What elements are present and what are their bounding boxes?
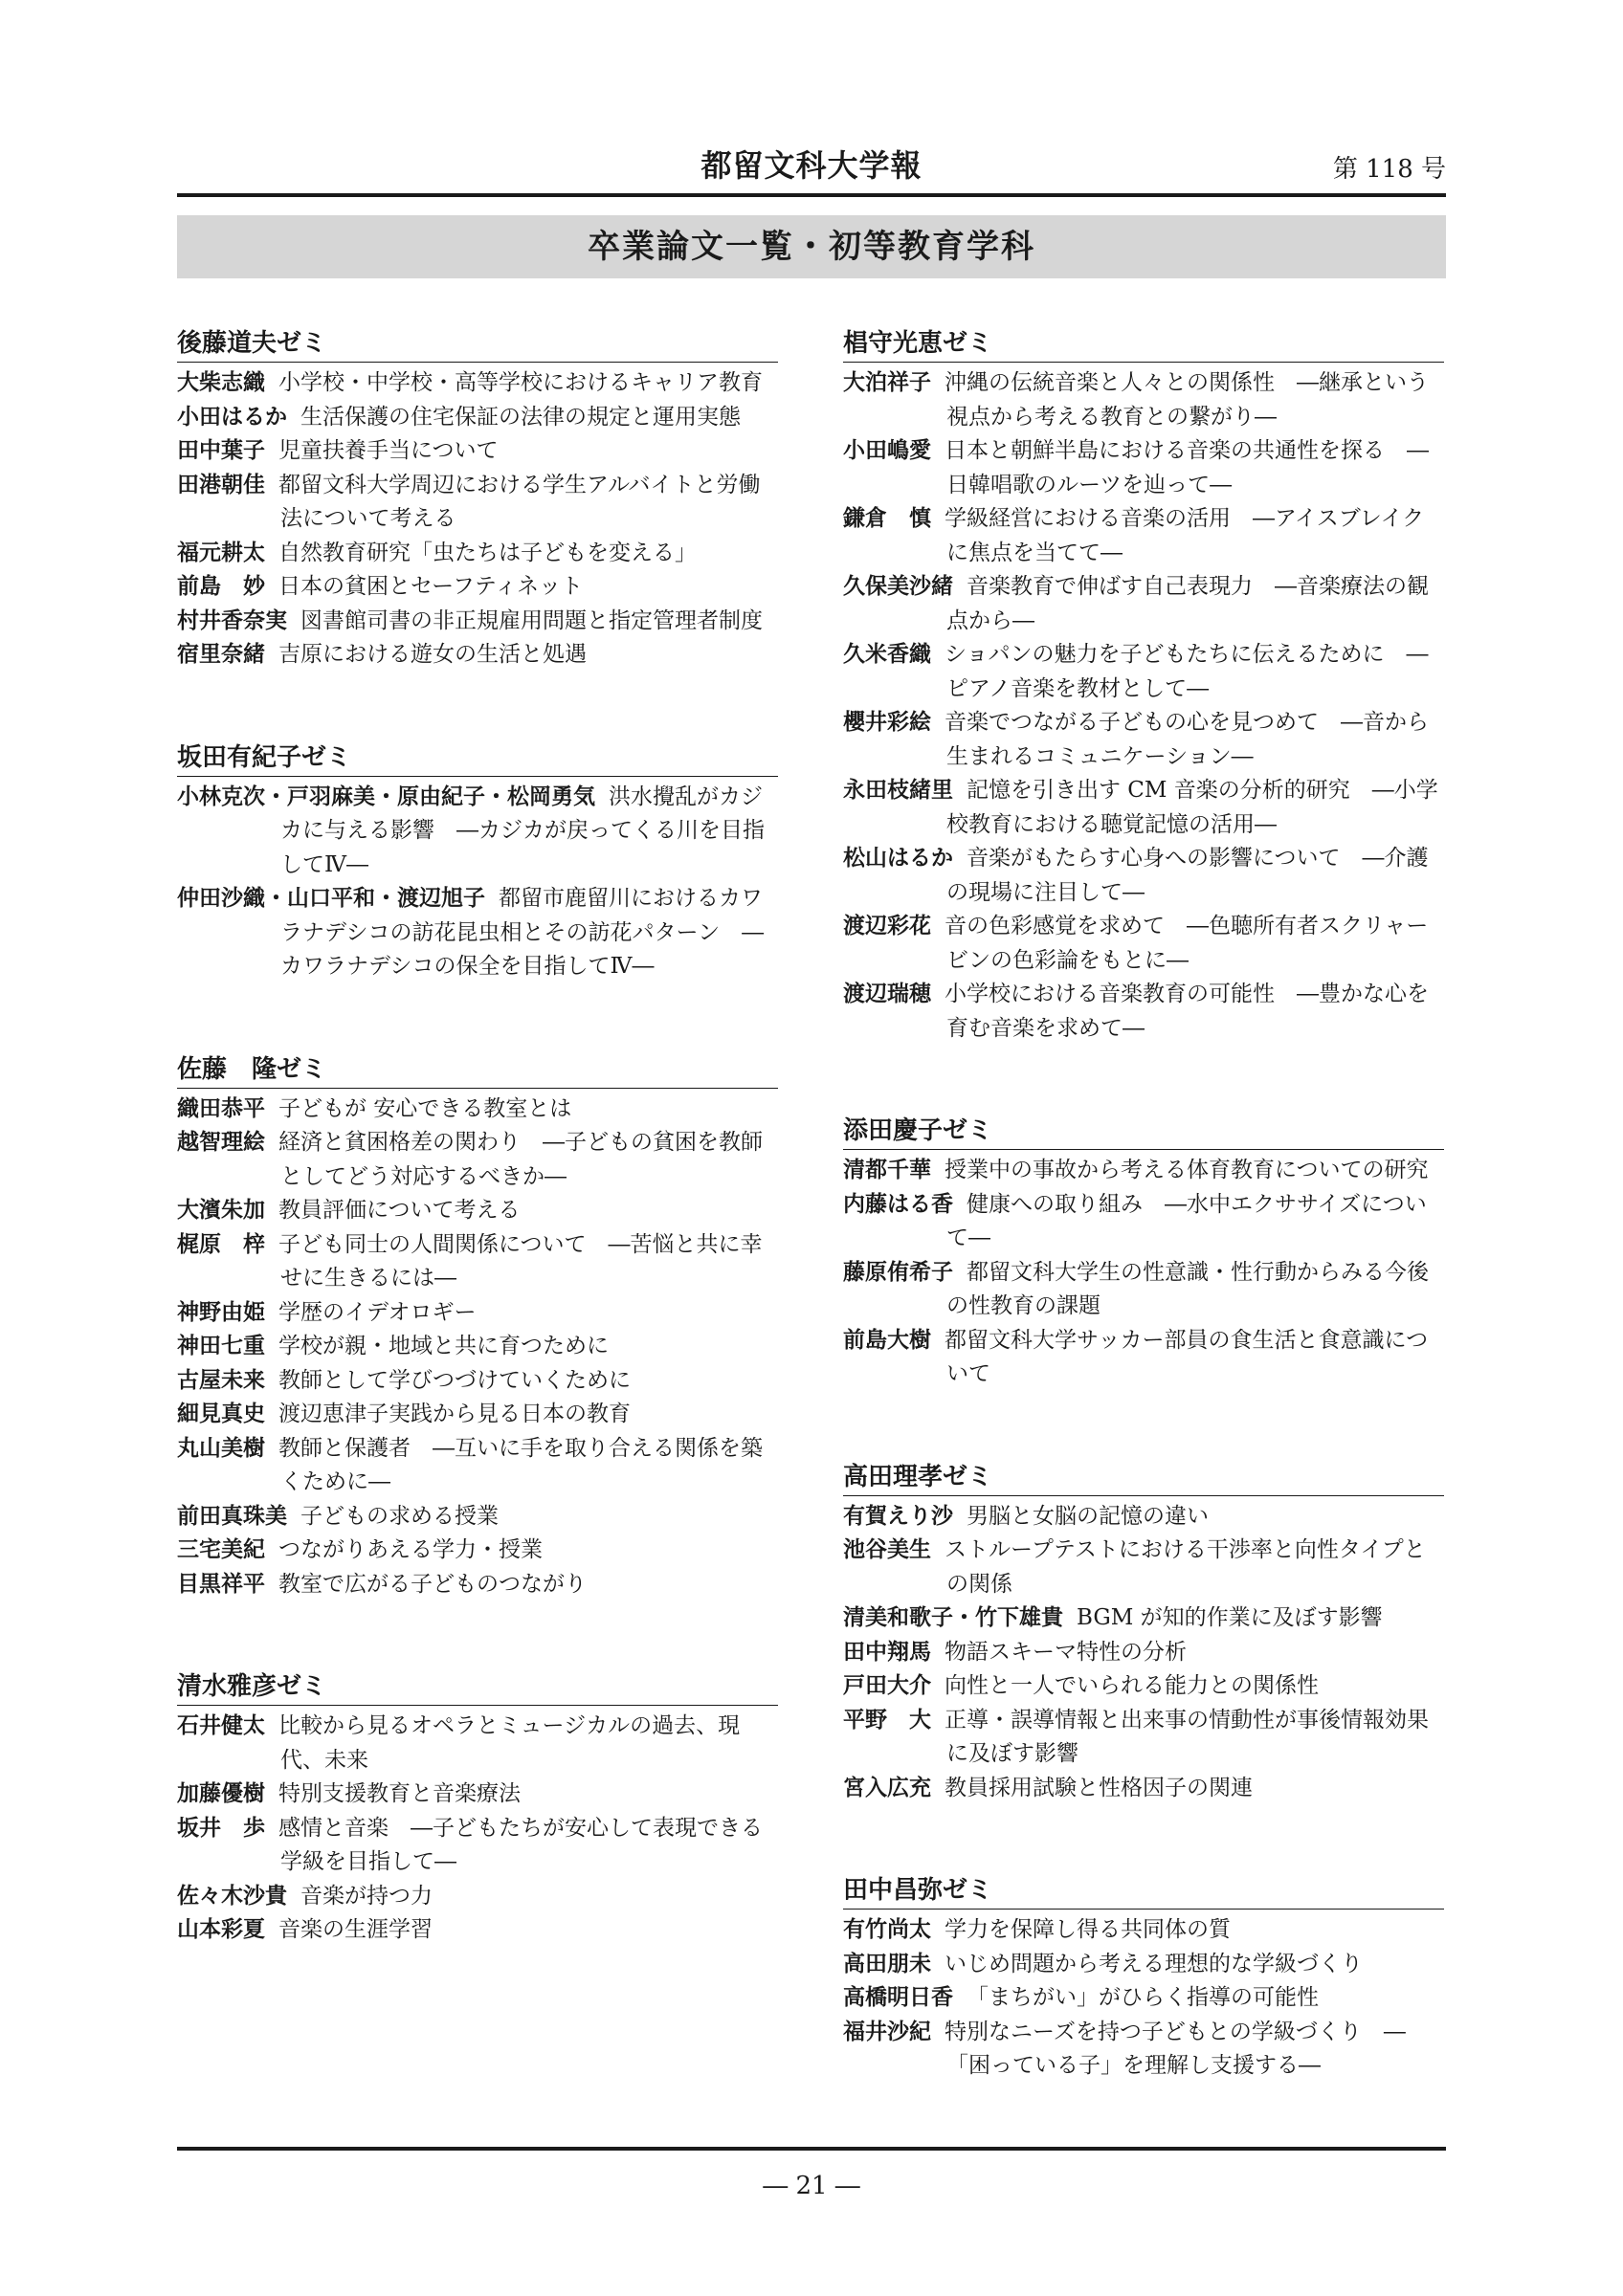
- thesis-entry: [177, 1432, 778, 1500]
- thesis-title: 子ども同士の人間関係について ―苦悩と共に幸せに生きるには―: [278, 1231, 763, 1291]
- seminar-title: 佐藤 隆ゼミ: [177, 1053, 778, 1089]
- section-title-banner: 卒業論文一覧・初等教育学科: [177, 215, 1446, 278]
- thesis-entry: [843, 570, 1444, 638]
- thesis-title: 特別なニーズを持つ子どもとの学級づくり ―「困っている子」を理解し支援する―: [945, 2019, 1406, 2078]
- student-name: 三宅美紀: [177, 1537, 265, 1562]
- thesis-entry: [177, 1296, 778, 1331]
- student-name: 大柴志織: [177, 370, 265, 395]
- student-name: 福元耕太: [177, 540, 265, 565]
- thesis-entry: [177, 366, 778, 401]
- thesis-title: 教師として学びつづけていくために: [278, 1367, 631, 1393]
- thesis-entry: [843, 1256, 1444, 1324]
- student-name: 小田はるか: [177, 404, 287, 430]
- thesis-title: 健康への取り組み ―水中エクササイズについて―: [946, 1191, 1427, 1250]
- seminar-title: 後藤道夫ゼミ: [177, 327, 778, 363]
- thesis-entry: [843, 1500, 1444, 1534]
- student-name: 仲田沙織・山口平和・渡辺旭子: [177, 886, 485, 911]
- thesis-title: 渡辺恵津子実践から見る日本の教育: [278, 1402, 631, 1426]
- thesis-title: 都留文科大学生の性意識・性行動からみる今後の性教育の課題: [946, 1259, 1429, 1318]
- thesis-entry: [177, 781, 778, 883]
- thesis-title: 学歴のイデオロギー: [278, 1299, 477, 1325]
- thesis-title: 都留市鹿留川におけるカワラナデシコの訪花昆虫相とその訪花パターン ―カワラナデシコの保全を目指してⅣ―: [280, 886, 765, 979]
- student-name: 有竹尚太: [843, 1917, 931, 1942]
- thesis-entry: [177, 882, 778, 984]
- thesis-title: いじめ問題から考える理想的な学級づくり: [945, 1951, 1363, 1976]
- thesis-entry: [177, 570, 778, 605]
- student-name: 平野 大: [843, 1707, 931, 1733]
- student-name: 山本彩夏: [177, 1917, 265, 1942]
- seminar-title: 椙守光恵ゼミ: [843, 327, 1444, 363]
- student-name: 久保美沙緒: [843, 574, 953, 599]
- thesis-entry: [843, 1704, 1444, 1772]
- student-name: 前田真珠美: [177, 1503, 287, 1529]
- student-name: 福井沙紀: [843, 2019, 931, 2044]
- thesis-title: BGM が知的作業に及ぼす影響: [1077, 1605, 1383, 1630]
- thesis-entry: [843, 1154, 1444, 1188]
- thesis-title: 音楽が持つ力: [300, 1883, 433, 1909]
- student-name: 渡辺彩花: [843, 914, 931, 938]
- thesis-title: 都留文科大学周辺における学生アルバイトと労働法について考える: [278, 472, 761, 531]
- thesis-entry: [843, 1913, 1444, 1948]
- student-name: 佐々木沙貴: [177, 1883, 287, 1909]
- thesis-title: 小学校における音楽教育の可能性 ―豊かな心を育む音楽を求めて―: [945, 982, 1429, 1041]
- student-name: 松山はるか: [843, 846, 953, 871]
- student-name: 坂井 歩: [177, 1815, 265, 1841]
- thesis-title: ストループテストにおける干渉率と向性タイプとの関係: [945, 1537, 1426, 1597]
- student-name: 高田朋未: [843, 1951, 931, 1976]
- student-name: 小田嶋愛: [843, 438, 931, 463]
- thesis-entry: [843, 434, 1444, 502]
- thesis-title: 音楽がもたらす心身への影響について ―介護の現場に注目して―: [946, 846, 1429, 905]
- student-name: 村井香奈実: [177, 607, 287, 633]
- thesis-title: 経済と貧困格差の関わり ―子どもの貧困を教師としてどう対応するべきか―: [278, 1130, 763, 1189]
- thesis-entry: [177, 537, 778, 571]
- thesis-title: 授業中の事故から考える体育教育についての研究: [945, 1158, 1429, 1182]
- thesis-title: 教室で広がる子どものつながり: [278, 1571, 587, 1597]
- thesis-entry: [843, 1981, 1444, 2016]
- thesis-entry: [177, 605, 778, 639]
- thesis-entry: [177, 401, 778, 435]
- thesis-entry: [177, 1568, 778, 1602]
- thesis-entry: [177, 1330, 778, 1364]
- thesis-entry: [843, 1948, 1444, 1982]
- seminar-title: 田中昌弥ゼミ: [843, 1874, 1444, 1910]
- seminar-title: 高田理孝ゼミ: [843, 1461, 1444, 1496]
- seminar-section: [177, 1670, 778, 1948]
- thesis-entry: [177, 1880, 778, 1914]
- thesis-entry: [177, 1500, 778, 1534]
- seminar-title: 坂田有紀子ゼミ: [177, 741, 778, 777]
- thesis-entry: [177, 1398, 778, 1432]
- student-name: 石井健太: [177, 1713, 265, 1738]
- thesis-entry: [177, 1194, 778, 1228]
- journal-title: 都留文科大学報: [700, 147, 923, 184]
- student-name: 鎌倉 慎: [843, 506, 931, 531]
- student-name: 古屋未来: [177, 1367, 265, 1393]
- student-name: 加藤優樹: [177, 1781, 265, 1806]
- student-name: 渡辺瑞穂: [843, 982, 931, 1006]
- student-name: 丸山美樹: [177, 1435, 265, 1461]
- student-name: 織田恭平: [177, 1095, 265, 1121]
- thesis-title: 音楽でつながる子どもの心を見つめて ―音から生まれるコミュニケーション―: [945, 710, 1429, 769]
- thesis-title: 洪水攪乱がカジカに与える影響 ―カジカが戻ってくる川を目指してⅣ―: [280, 784, 765, 877]
- thesis-title: 教員採用試験と性格因子の関連: [945, 1775, 1253, 1800]
- thesis-title: 子どもの求める授業: [300, 1503, 499, 1529]
- thesis-title: 子どもが 安心できる教室とは: [278, 1095, 572, 1121]
- page-header: [177, 142, 1446, 189]
- thesis-entry: [177, 1093, 778, 1127]
- thesis-title: 吉原における遊女の生活と処遇: [278, 642, 587, 667]
- left-column: [177, 327, 778, 2017]
- thesis-title: 教師と保護者 ―互いに手を取り合える関係を築くために―: [278, 1435, 763, 1494]
- issue-number: 第 118 号: [1332, 155, 1446, 184]
- seminar-section: [843, 1874, 1444, 2084]
- thesis-entry: [843, 1636, 1444, 1670]
- thesis-entry: [843, 638, 1444, 706]
- thesis-title: 男脳と女脳の記憶の違い: [967, 1503, 1209, 1529]
- thesis-title: 感情と音楽 ―子どもたちが安心して表現できる学級を目指して―: [278, 1815, 763, 1874]
- thesis-entry: [843, 842, 1444, 910]
- thesis-title: 向性と一人でいられる能力との関係性: [945, 1673, 1319, 1698]
- seminar-section: [177, 327, 778, 673]
- student-name: 池谷美生: [843, 1537, 931, 1562]
- footer-rule: [177, 2147, 1446, 2151]
- thesis-title: 特別支援教育と音楽療法: [278, 1781, 521, 1806]
- thesis-title: 日本の貧困とセーフティネット: [278, 574, 584, 599]
- thesis-entry: [843, 1324, 1444, 1392]
- thesis-entry: [177, 1126, 778, 1194]
- thesis-title: 音楽の生涯学習: [278, 1917, 433, 1942]
- student-name: 櫻井彩絵: [843, 710, 931, 735]
- thesis-entry: [177, 638, 778, 673]
- student-name: 梶原 梓: [177, 1231, 265, 1257]
- thesis-entry: [843, 978, 1444, 1046]
- thesis-title: 図書館司書の非正規雇用問題と指定管理者制度: [300, 607, 763, 633]
- thesis-entry: [177, 1812, 778, 1880]
- thesis-entry: [177, 469, 778, 537]
- thesis-entry: [177, 1364, 778, 1399]
- student-name: 大泊祥子: [843, 370, 931, 395]
- thesis-title: 音楽教育で伸ばす自己表現力 ―音楽療法の観点から―: [946, 574, 1429, 633]
- thesis-title: 学力を保障し得る共同体の質: [945, 1917, 1231, 1942]
- thesis-entry: [843, 1188, 1444, 1256]
- student-name: 内藤はる香: [843, 1191, 953, 1217]
- seminar-title: 添田慶子ゼミ: [843, 1115, 1444, 1150]
- student-name: 目黒祥平: [177, 1571, 265, 1597]
- thesis-entry: [177, 1534, 778, 1568]
- thesis-entry: [177, 1710, 778, 1777]
- student-name: 神野由姫: [177, 1299, 265, 1325]
- thesis-entry: [177, 1228, 778, 1296]
- student-name: 小林克次・戸羽麻美・原由紀子・松岡勇気: [177, 784, 595, 809]
- student-name: 藤原侑希子: [843, 1259, 953, 1285]
- page-number: ― 21 ―: [763, 2172, 860, 2200]
- seminar-section: [177, 1053, 778, 1602]
- thesis-title: 学級経営における音楽の活用 ―アイスブレイクに焦点を当てて―: [945, 506, 1425, 565]
- thesis-title: 比較から見るオペラとミュージカルの過去、現代、未来: [278, 1713, 741, 1773]
- thesis-entry: [177, 1913, 778, 1948]
- thesis-title: 教員評価について考える: [278, 1198, 521, 1223]
- student-name: 神田七重: [177, 1334, 265, 1358]
- student-name: 永田枝緒里: [843, 778, 953, 803]
- thesis-title: 日本と朝鮮半島における音楽の共通性を探る ―日韓唱歌のルーツを辿って―: [945, 438, 1429, 497]
- student-name: 久米香織: [843, 642, 931, 667]
- student-name: 前島大樹: [843, 1327, 931, 1353]
- thesis-entry: [843, 706, 1444, 774]
- thesis-entry: [843, 1534, 1444, 1601]
- student-name: 大濱朱加: [177, 1198, 265, 1223]
- thesis-title: ショパンの魅力を子どもたちに伝えるために ―ピアノ音楽を教材として―: [945, 642, 1429, 701]
- thesis-entry: [843, 910, 1444, 978]
- student-name: 宿里奈緒: [177, 642, 265, 667]
- thesis-title: 小学校・中学校・高等学校におけるキャリア教育: [278, 370, 763, 395]
- thesis-title: 「まちがい」がひらく指導の可能性: [967, 1985, 1319, 2010]
- thesis-entry: [177, 1777, 778, 1812]
- student-name: 前島 妙: [177, 574, 265, 599]
- thesis-entry: [843, 366, 1444, 434]
- thesis-entry: [843, 774, 1444, 842]
- thesis-title: 学校が親・地域と共に育つために: [278, 1334, 609, 1358]
- student-name: 戸田大介: [843, 1673, 931, 1698]
- student-name: 宮入広充: [843, 1775, 931, 1800]
- thesis-title: 音の色彩感覚を求めて ―色聴所有者スクリャービンの色彩論をもとに―: [945, 914, 1429, 973]
- student-name: 田港朝佳: [177, 472, 265, 497]
- student-name: 高橋明日香: [843, 1985, 953, 2010]
- seminar-title: 清水雅彦ゼミ: [177, 1670, 778, 1706]
- thesis-entry: [843, 1669, 1444, 1704]
- thesis-title: つながりあえる学力・授業: [278, 1537, 543, 1562]
- thesis-title: 児童扶養手当について: [278, 438, 499, 463]
- thesis-entry: [843, 1772, 1444, 1806]
- right-column: [843, 327, 1444, 2152]
- student-name: 田中翔馬: [843, 1639, 931, 1665]
- student-name: 田中葉子: [177, 438, 265, 463]
- thesis-entry: [177, 434, 778, 469]
- thesis-entry: [843, 1601, 1444, 1636]
- student-name: 細見真史: [177, 1402, 265, 1426]
- thesis-title: 物語スキーマ特性の分析: [945, 1639, 1187, 1665]
- header-rule: [177, 193, 1446, 197]
- student-name: 越智理絵: [177, 1130, 265, 1155]
- student-name: 清都千華: [843, 1158, 931, 1182]
- thesis-title: 生活保護の住宅保証の法律の規定と運用実態: [300, 404, 741, 430]
- student-name: 有賀えり沙: [843, 1503, 953, 1529]
- thesis-title: 沖縄の伝統音楽と人々との関係性 ―継承という視点から考える教育との繋がり―: [945, 370, 1429, 430]
- thesis-entry: [843, 502, 1444, 570]
- thesis-entry: [843, 2016, 1444, 2084]
- thesis-title: 記憶を引き出す CM 音楽の分析的研究 ―小学校教育における聴覚記憶の活用―: [946, 778, 1438, 837]
- thesis-title: 都留文科大学サッカー部員の食生活と食意識について: [945, 1327, 1429, 1386]
- seminar-section: [177, 741, 778, 984]
- seminar-section: [843, 327, 1444, 1046]
- seminar-section: [843, 1115, 1444, 1392]
- student-name: 清美和歌子・竹下雄貴: [843, 1605, 1063, 1630]
- thesis-title: 自然教育研究「虫たちは子どもを変える」: [278, 540, 697, 565]
- seminar-section: [843, 1461, 1444, 1806]
- thesis-title: 正導・誤導情報と出来事の情動性が事後情報効果に及ぼす影響: [945, 1707, 1429, 1766]
